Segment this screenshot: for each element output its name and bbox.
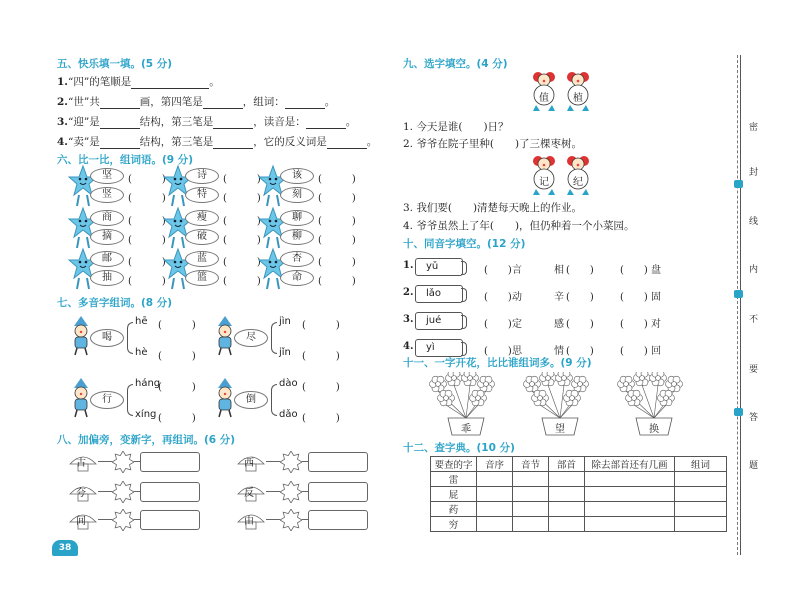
answer-blank[interactable]: ( ) xyxy=(620,265,648,276)
table-answer-cell[interactable] xyxy=(549,517,585,532)
answer-blank[interactable]: ( ) xyxy=(484,292,512,303)
table-answer-cell[interactable] xyxy=(477,517,513,532)
seal-char: 内 xyxy=(749,265,759,275)
brace xyxy=(271,384,277,416)
answer-blank[interactable]: ( ) xyxy=(223,276,261,287)
radical-base-char: 间 xyxy=(76,516,86,527)
polyphone-char: 行 xyxy=(90,391,124,409)
answer-blank[interactable]: ( ) xyxy=(223,235,261,246)
compare-char: 坚 xyxy=(90,168,124,184)
seal-char: 封 xyxy=(749,168,759,178)
compare-char: 蓝 xyxy=(185,251,219,267)
pinyin-2: hè xyxy=(135,347,148,358)
table-header-cell: 组词 xyxy=(675,457,727,472)
answer-blank[interactable]: ( ) xyxy=(302,382,340,393)
word-part: 思 xyxy=(512,346,522,357)
table-answer-cell[interactable] xyxy=(675,472,727,487)
q9-3: 3. 我们要( )清楚每天晚上的作业。 xyxy=(403,202,583,214)
row-number: 1. xyxy=(403,260,414,271)
choice-char: 值 xyxy=(539,93,549,104)
table-answer-cell[interactable] xyxy=(477,472,513,487)
table-cell-char: 屁 xyxy=(431,487,477,502)
pinyin-2: xíng xyxy=(135,409,157,420)
table-answer-cell[interactable] xyxy=(675,517,727,532)
compare-char: 该 xyxy=(280,168,314,184)
compare-char: 特 xyxy=(185,187,219,203)
word-part: 盘 xyxy=(651,265,661,276)
word-part: 定 xyxy=(512,319,522,330)
compare-char: 竖 xyxy=(90,187,124,203)
connector xyxy=(266,519,280,520)
radical-base-char: 反 xyxy=(244,488,254,499)
q9-2: 2. 爷爷在院子里种( )了三棵枣树。 xyxy=(403,138,583,150)
seal-char: 线 xyxy=(749,217,759,227)
answer-blank[interactable]: ( ) xyxy=(158,413,196,424)
compare-char: 邮 xyxy=(90,251,124,267)
word-box[interactable] xyxy=(140,510,200,530)
compare-char: 抽 xyxy=(90,270,124,286)
table-answer-cell[interactable] xyxy=(549,502,585,517)
answer-blank[interactable]: ( ) xyxy=(620,319,648,330)
section-6-title: 六、比一比，组词语。(9 分) xyxy=(57,154,194,166)
answer-blank[interactable]: ( ) xyxy=(158,351,196,362)
table-row xyxy=(431,472,727,487)
sun-shape-icon xyxy=(112,451,134,473)
answer-blank[interactable]: ( ) xyxy=(566,346,594,357)
table-answer-cell[interactable] xyxy=(585,487,675,502)
compare-char: 杏 xyxy=(280,251,314,267)
table-row xyxy=(431,517,727,532)
answer-blank[interactable]: ( ) xyxy=(128,276,166,287)
table-header-cell: 除去部首还有几画 xyxy=(585,457,675,472)
table-cell-char: 药 xyxy=(431,502,477,517)
answer-blank[interactable]: ( ) xyxy=(128,216,166,227)
dictionary-table xyxy=(430,456,727,532)
section-11-title: 十一、一字开花，比比谁组词多。(9 分) xyxy=(403,357,592,369)
table-answer-cell[interactable] xyxy=(513,502,549,517)
table-answer-cell[interactable] xyxy=(675,502,727,517)
polyphone-char: 尽 xyxy=(234,329,268,347)
section-5-title: 五、快乐填一填。(5 分) xyxy=(57,58,173,70)
section-12-title: 十二、查字典。(10 分) xyxy=(403,442,515,454)
seal-marker-icon xyxy=(734,408,743,416)
radical-base-char: 西 xyxy=(244,458,254,469)
pinyin-scroll: yì xyxy=(415,339,463,357)
radical-base-char: 夸 xyxy=(76,488,86,499)
seal-marker-icon xyxy=(734,180,743,188)
answer-blank[interactable]: ( ) xyxy=(128,174,166,185)
section-10-title: 十、同音字填空。(12 分) xyxy=(403,238,526,250)
pinyin-2: jǐn xyxy=(279,347,291,358)
answer-blank[interactable]: ( ) xyxy=(318,235,356,246)
table-answer-cell[interactable] xyxy=(513,472,549,487)
row-number: 3. xyxy=(403,314,414,325)
answer-blank[interactable]: ( ) xyxy=(302,351,340,362)
word-part: 相 xyxy=(554,265,564,276)
section-8-title: 八、加偏旁，变新字，再组词。(6 分) xyxy=(57,434,236,446)
seal-char: 要 xyxy=(749,365,759,375)
table-cell-char: 穷 xyxy=(431,517,477,532)
table-answer-cell[interactable] xyxy=(513,517,549,532)
answer-blank[interactable]: ( ) xyxy=(484,346,512,357)
seal-char: 答 xyxy=(749,413,759,423)
polyphone-char: 喝 xyxy=(90,329,124,347)
brace xyxy=(127,384,133,416)
answer-blank[interactable]: ( ) xyxy=(318,276,356,287)
table-row xyxy=(431,487,727,502)
row-number: 4. xyxy=(403,341,414,352)
seal-marker-icon xyxy=(734,290,743,298)
section-9-title: 九、选字填空。(4 分) xyxy=(403,58,508,70)
sun-shape-icon xyxy=(280,481,302,503)
answer-blank[interactable]: ( ) xyxy=(318,216,356,227)
compare-char: 刻 xyxy=(280,187,314,203)
answer-blank[interactable]: ( ) xyxy=(302,320,340,331)
table-answer-cell[interactable] xyxy=(585,517,675,532)
compare-char: 柳 xyxy=(280,229,314,245)
seal-char: 密 xyxy=(749,123,759,133)
answer-blank[interactable]: ( ) xyxy=(318,193,356,204)
table-header-cell: 要查的字 xyxy=(431,457,477,472)
word-box[interactable] xyxy=(308,482,368,502)
sun-shape-icon xyxy=(280,509,302,531)
q9-4: 4. 爷爷虽然上了年( )，但仍种着一个小菜园。 xyxy=(403,220,635,232)
pot-char: 乖 xyxy=(461,424,471,435)
answer-blank[interactable]: ( ) xyxy=(128,235,166,246)
compare-char: 商 xyxy=(90,210,124,226)
word-part: 回 xyxy=(651,346,661,357)
pinyin-1: dào xyxy=(279,378,298,389)
table-answer-cell[interactable] xyxy=(477,502,513,517)
pot-char: 望 xyxy=(555,424,565,435)
q5-3: 3.“迎”是 结构，第三笔是 ，读音是： 。 xyxy=(57,116,357,128)
word-box[interactable] xyxy=(140,482,200,502)
answer-blank[interactable]: ( ) xyxy=(158,320,196,331)
table-header-cell: 部首 xyxy=(549,457,585,472)
polyphone-char: 倒 xyxy=(234,391,268,409)
connector xyxy=(266,461,280,462)
word-part: 对 xyxy=(651,319,661,330)
q5-2: 2.“世”共 画，第四笔是 ，组词： 。 xyxy=(57,96,336,108)
section-7-title: 七、多音字组词。(8 分) xyxy=(57,297,173,309)
answer-blank[interactable]: ( ) xyxy=(566,265,594,276)
seal-dashed-line xyxy=(737,55,738,555)
answer-blank[interactable]: ( ) xyxy=(302,413,340,424)
word-box[interactable] xyxy=(308,452,368,472)
q5-4: 4.“卖”是 结构，第三笔是 ，它的反义词是 。 xyxy=(57,136,378,148)
word-box[interactable] xyxy=(140,452,200,472)
answer-blank[interactable]: ( ) xyxy=(484,319,512,330)
pinyin-1: jìn xyxy=(279,316,291,327)
word-part: 言 xyxy=(512,265,522,276)
connector xyxy=(98,461,112,462)
answer-blank[interactable]: ( ) xyxy=(158,382,196,393)
compare-char: 命 xyxy=(280,270,314,286)
answer-blank[interactable]: ( ) xyxy=(223,216,261,227)
compare-char: 摘 xyxy=(90,229,124,245)
answer-blank[interactable]: ( ) xyxy=(223,193,261,204)
pinyin-scroll: lǎo xyxy=(415,285,463,303)
q9-1: 1. 今天是谁( )日？ xyxy=(403,121,509,133)
seal-char: 题 xyxy=(749,461,759,471)
compare-char: 聊 xyxy=(280,210,314,226)
table-cell-char: 雷 xyxy=(431,472,477,487)
answer-blank[interactable]: ( ) xyxy=(484,265,512,276)
table-header-cell: 音节 xyxy=(513,457,549,472)
page-number: 38 xyxy=(52,540,78,556)
radical-base-char: 古 xyxy=(76,458,86,469)
connector xyxy=(266,491,280,492)
compare-char: 诗 xyxy=(185,168,219,184)
pot-char: 换 xyxy=(649,424,659,435)
word-part: 固 xyxy=(651,292,661,303)
answer-blank[interactable]: ( ) xyxy=(223,257,261,268)
sun-shape-icon xyxy=(280,451,302,473)
word-part: 辛 xyxy=(554,292,564,303)
choice-char: 植 xyxy=(573,93,583,104)
pinyin-1: hē xyxy=(135,316,148,327)
table-answer-cell[interactable] xyxy=(549,487,585,502)
seal-solid-line xyxy=(740,55,741,555)
pinyin-2: dǎo xyxy=(279,409,298,420)
compare-char: 破 xyxy=(185,229,219,245)
brace xyxy=(127,322,133,354)
brace xyxy=(271,322,277,354)
table-answer-cell[interactable] xyxy=(513,487,549,502)
radical-base-char: 由 xyxy=(244,516,254,527)
answer-blank[interactable]: ( ) xyxy=(620,346,648,357)
answer-blank[interactable]: ( ) xyxy=(128,193,166,204)
table-answer-cell[interactable] xyxy=(585,472,675,487)
seal-char: 不 xyxy=(749,315,759,325)
pinyin-1: háng xyxy=(135,378,161,389)
sun-shape-icon xyxy=(112,481,134,503)
compare-char: 篮 xyxy=(185,270,219,286)
word-part: 感 xyxy=(554,319,564,330)
word-part: 情 xyxy=(554,346,564,357)
compare-char: 瘦 xyxy=(185,210,219,226)
word-box[interactable] xyxy=(308,510,368,530)
table-row xyxy=(431,502,727,517)
answer-blank[interactable]: ( ) xyxy=(318,174,356,185)
pinyin-scroll: yǔ xyxy=(415,258,463,276)
table-answer-cell[interactable] xyxy=(477,487,513,502)
pinyin-scroll: jué xyxy=(415,312,463,330)
row-number: 2. xyxy=(403,287,414,298)
table-answer-cell[interactable] xyxy=(675,487,727,502)
q5-1: 1.“四”的笔顺是 。 xyxy=(57,76,220,88)
connector xyxy=(98,519,112,520)
sun-shape-icon xyxy=(112,509,134,531)
choice-char: 记 xyxy=(539,177,549,188)
connector xyxy=(98,491,112,492)
answer-blank[interactable]: ( ) xyxy=(223,174,261,185)
answer-blank[interactable]: ( ) xyxy=(128,257,166,268)
choice-char: 纪 xyxy=(573,177,583,188)
answer-blank[interactable]: ( ) xyxy=(566,319,594,330)
word-part: 动 xyxy=(512,292,522,303)
answer-blank[interactable]: ( ) xyxy=(566,292,594,303)
table-answer-cell[interactable] xyxy=(549,472,585,487)
table-header-cell: 音序 xyxy=(477,457,513,472)
table-answer-cell[interactable] xyxy=(585,502,675,517)
answer-blank[interactable]: ( ) xyxy=(620,292,648,303)
answer-blank[interactable]: ( ) xyxy=(318,257,356,268)
